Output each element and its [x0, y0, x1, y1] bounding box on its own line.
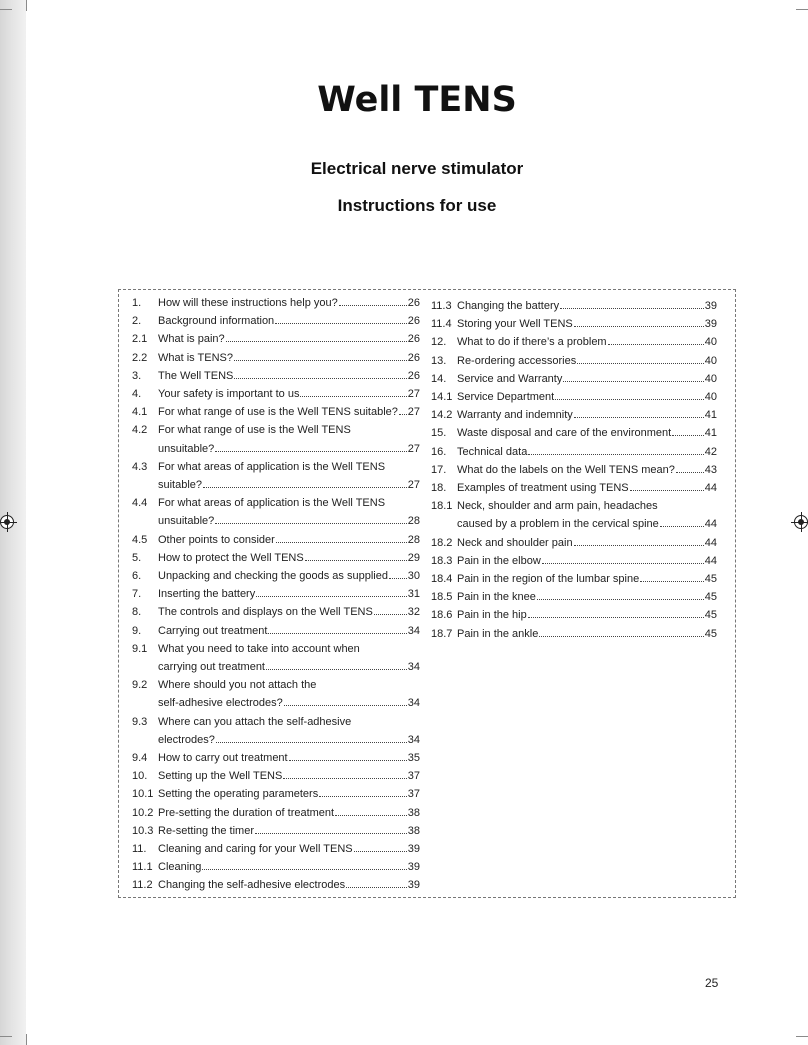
crop-mark-bottom-left [0, 1036, 12, 1037]
toc-page-number: 26 [407, 351, 420, 364]
toc-column-right [431, 297, 717, 643]
toc-page-number: 32 [407, 606, 420, 619]
toc-page-number: 43 [704, 463, 717, 476]
toc-entry [132, 421, 420, 457]
toc-entry-title: Waste disposal and care of the environment [457, 427, 672, 440]
toc-entry-title: Pain in the knee [457, 591, 536, 604]
toc-page-number: 38 [407, 824, 420, 837]
toc-page-number: 28 [407, 515, 420, 528]
toc-entry-title: What you need to take into account when [158, 642, 360, 655]
toc-entry-title: Warranty and indemnity [457, 409, 573, 422]
toc-dot-leader [256, 596, 407, 597]
toc-entry [132, 531, 420, 549]
crop-mark-top-left [0, 9, 12, 10]
document-subtitle: Electrical nerve stimulator [310, 159, 524, 178]
toc-entry [431, 424, 717, 442]
toc-entry [132, 876, 420, 894]
toc-dot-leader [203, 487, 407, 488]
toc-dot-leader [660, 526, 704, 527]
toc-dot-leader [216, 742, 407, 743]
toc-dot-leader [539, 636, 703, 637]
toc-entry-body [457, 333, 717, 351]
toc-entry-number: 9. [132, 624, 142, 637]
toc-entry-body [457, 570, 717, 588]
toc-entry [431, 388, 717, 406]
toc-entry [132, 312, 420, 330]
toc-entry-title: What is pain? [158, 333, 225, 346]
toc-entry-title: Inserting the battery [158, 588, 256, 601]
toc-entry [431, 606, 717, 624]
toc-page-number: 39 [704, 300, 717, 312]
toc-entry-title: Neck and shoulder pain [457, 536, 573, 549]
toc-entry-title: For what range of use is the Well TENS suitable? [158, 406, 398, 419]
toc-entry-title: Service Department [457, 391, 555, 404]
toc-entry [431, 570, 717, 588]
toc-entry-number: 11.1 [132, 861, 153, 874]
toc-entry [431, 534, 717, 552]
toc-page-number: 26 [407, 333, 420, 346]
toc-entry-title: Pain in the hip [457, 609, 527, 622]
toc-entry-title: Changing the self-adhesive electrodes [158, 879, 346, 892]
toc-entry [132, 785, 420, 803]
toc-entry-title: How to carry out treatment [158, 751, 288, 764]
toc-entry-number: 10.3 [132, 824, 154, 837]
toc-entry-title: Carrying out treatment [158, 624, 268, 637]
toc-entry-body [158, 367, 420, 385]
toc-dot-leader [640, 581, 704, 582]
toc-page-number: 28 [407, 533, 420, 546]
toc-entry [132, 767, 420, 785]
document-subtitle-instructions: Instructions for use [337, 196, 497, 215]
toc-entry-body [158, 713, 420, 749]
toc-dot-leader [289, 760, 407, 761]
page-number: 25 [705, 976, 719, 990]
toc-entry-body [457, 388, 717, 406]
toc-entry-body [158, 822, 420, 840]
toc-entry-title: The controls and displays on the Well TENS [158, 606, 373, 619]
toc-entry-title: Pre-setting the duration of treatment [158, 806, 335, 819]
toc-entry-body [457, 352, 717, 370]
toc-entry-body [457, 588, 717, 606]
toc-dot-leader [555, 399, 704, 400]
toc-entry-title-continued: self-adhesive electrodes? [158, 697, 283, 710]
toc-entry-number: 13. [431, 354, 447, 367]
toc-page-number: 39 [407, 861, 420, 874]
toc-dot-leader [560, 308, 704, 309]
toc-entry-number: 10.1 [132, 788, 154, 801]
toc-entry-title-continued: electrodes? [158, 733, 215, 746]
toc-entry-body [158, 622, 420, 640]
toc-dot-leader [284, 705, 407, 706]
toc-page-number: 44 [704, 518, 717, 531]
toc-entry [431, 625, 717, 643]
toc-dot-leader [528, 454, 703, 455]
toc-dot-leader [374, 614, 407, 615]
toc-entry-number: 9.1 [132, 642, 148, 655]
toc-page-number: 38 [407, 806, 420, 819]
toc-page-number: 39 [407, 879, 420, 892]
toc-entry [132, 804, 420, 822]
toc-dot-leader [528, 617, 704, 618]
toc-entry-body [457, 315, 717, 333]
toc-entry-body [158, 840, 420, 858]
toc-page-number: 39 [407, 842, 420, 855]
toc-dot-leader [574, 326, 704, 327]
toc-entry-title: Cleaning and caring for your Well TENS [158, 842, 353, 855]
toc-entry-number: 18.3 [431, 554, 453, 567]
toc-entry [132, 622, 420, 640]
toc-dot-leader [608, 344, 704, 345]
toc-entry-body [158, 549, 420, 567]
crop-mark-top-left-vertical [26, 0, 27, 11]
toc-page-number: 41 [704, 409, 717, 422]
toc-entry [431, 497, 717, 533]
toc-entry-title: For what range of use is the Well TENS [158, 424, 351, 437]
toc-entry-number: 10. [132, 770, 148, 783]
toc-dot-leader [630, 490, 704, 491]
toc-entry-number: 18.6 [431, 609, 453, 622]
toc-entry [132, 603, 420, 621]
toc-entry-body [158, 349, 420, 367]
toc-entry-body [457, 406, 717, 424]
toc-entry-number: 16. [431, 445, 447, 458]
toc-entry [132, 330, 420, 348]
toc-entry-body [158, 858, 420, 876]
toc-entry-number: 2. [132, 315, 142, 328]
registration-mark-right-icon [794, 515, 808, 529]
toc-entry-title: Pain in the region of the lumbar spine [457, 573, 640, 586]
toc-entry [431, 370, 717, 388]
toc-entry-title: Pain in the elbow [457, 554, 541, 567]
toc-entry-title: Changing the battery [457, 300, 560, 312]
toc-dot-leader [574, 545, 704, 546]
toc-page-number: 29 [407, 551, 420, 564]
toc-entry-title: Setting the operating parameters [158, 788, 319, 801]
toc-entry-title: How will these instructions help you? [158, 297, 338, 309]
toc-page-number: 27 [407, 442, 420, 455]
toc-entry-number: 15. [431, 427, 447, 440]
toc-page-number: 26 [407, 315, 420, 328]
toc-entry-title: What is TENS? [158, 351, 233, 364]
toc-dot-leader [676, 472, 704, 473]
registration-mark-left-icon [0, 515, 14, 529]
toc-entry [132, 367, 420, 385]
toc-entry-title: Background information [158, 315, 275, 328]
toc-entry-title: Cleaning [158, 861, 202, 874]
toc-entry-number: 18. [431, 482, 447, 495]
toc-entry-number: 11.3 [431, 300, 452, 312]
toc-entry-title: Service and Warranty [457, 372, 563, 385]
toc-entry [431, 588, 717, 606]
toc-dot-leader [234, 378, 406, 379]
toc-entry-title: Technical data [457, 445, 528, 458]
toc-entry [132, 494, 420, 530]
toc-entry-number: 17. [431, 463, 447, 476]
toc-entry-number: 4. [132, 388, 142, 401]
toc-dot-leader [563, 381, 703, 382]
crop-mark-bottom-left-vertical [26, 1034, 27, 1045]
toc-entry-body [158, 403, 420, 421]
toc-entry-number: 11.2 [132, 879, 153, 892]
toc-page-number: 39 [704, 318, 717, 331]
toc-entry-body [158, 531, 420, 549]
toc-page-number: 37 [407, 770, 420, 783]
toc-page-number: 45 [704, 591, 717, 604]
toc-entry-number: 4.2 [132, 424, 148, 437]
toc-entry-title-continued: unsuitable? [158, 515, 215, 528]
toc-page-number: 30 [407, 569, 420, 582]
toc-page-number: 45 [704, 573, 717, 586]
toc-dot-leader [389, 578, 407, 579]
toc-page-number: 45 [704, 609, 717, 622]
toc-page-number: 35 [407, 751, 420, 764]
toc-entry-body [158, 330, 420, 348]
toc-entry-body [158, 458, 420, 494]
toc-entry-title: Neck, shoulder and arm pain, headaches [457, 500, 658, 513]
document-title: Well TENS [317, 80, 517, 120]
toc-entry-title: Re-setting the timer [158, 824, 254, 837]
toc-entry [431, 352, 717, 370]
toc-entry-title: The Well TENS [158, 369, 234, 382]
toc-column-left [132, 294, 420, 895]
toc-entry-body [158, 676, 420, 712]
toc-entry-body [158, 749, 420, 767]
toc-entry-title-continued: unsuitable? [158, 442, 215, 455]
toc-entry [431, 333, 717, 351]
toc-dot-leader [300, 396, 406, 397]
toc-entry-title: Unpacking and checking the goods as supplied [158, 569, 388, 582]
toc-entry-body [158, 494, 420, 530]
toc-entry-number: 11.4 [431, 318, 452, 331]
toc-entry-body [457, 534, 717, 552]
toc-entry-body [457, 497, 717, 533]
toc-entry-number: 18.5 [431, 591, 453, 604]
toc-entry-number: 18.4 [431, 573, 453, 586]
toc-entry-number: 12. [431, 336, 447, 349]
toc-entry-body [158, 603, 420, 621]
toc-page-number: 40 [704, 391, 717, 404]
crop-mark-top-right [796, 9, 808, 10]
toc-entry-title-continued: suitable? [158, 478, 203, 491]
toc-entry-number: 2.2 [132, 351, 148, 364]
toc-entry-number: 14. [431, 372, 447, 385]
toc-entry-number: 11. [132, 842, 147, 855]
toc-entry-body [158, 640, 420, 676]
toc-entry-title-continued: carrying out treatment [158, 660, 265, 673]
toc-entry-body [158, 767, 420, 785]
toc-page-number: 31 [407, 588, 420, 601]
toc-entry-body [457, 370, 717, 388]
toc-dot-leader [399, 414, 407, 415]
toc-entry [132, 676, 420, 712]
toc-entry [132, 713, 420, 749]
toc-dot-leader [215, 523, 406, 524]
toc-page-number: 40 [704, 372, 717, 385]
toc-dot-leader [266, 669, 407, 670]
toc-entry [132, 458, 420, 494]
toc-entry [132, 294, 420, 312]
toc-entry [132, 567, 420, 585]
toc-entry [431, 479, 717, 497]
toc-entry-title: Setting up the Well TENS [158, 770, 283, 783]
toc-dot-leader [319, 796, 407, 797]
toc-page-number: 26 [407, 369, 420, 382]
toc-page-number: 27 [407, 406, 420, 419]
toc-dot-leader [226, 341, 407, 342]
toc-entry-body [457, 479, 717, 497]
toc-page-number: 44 [704, 482, 717, 495]
toc-entry-number: 9.4 [132, 751, 148, 764]
toc-entry-title: Re-ordering accessories [457, 354, 577, 367]
toc-page-number: 27 [407, 388, 420, 401]
toc-entry-body [158, 312, 420, 330]
toc-entry-body [158, 385, 420, 403]
toc-entry [431, 406, 717, 424]
toc-page-number: 34 [407, 660, 420, 673]
toc-page-number: 40 [704, 336, 717, 349]
toc-entry [431, 297, 717, 315]
toc-entry [431, 552, 717, 570]
toc-entry-title-continued: caused by a problem in the cervical spine [457, 518, 659, 531]
toc-dot-leader [577, 363, 704, 364]
toc-entry-number: 5. [132, 551, 142, 564]
toc-page-number: 44 [704, 536, 717, 549]
toc-page-number: 26 [407, 297, 420, 309]
toc-page-number: 40 [704, 354, 717, 367]
toc-entry [132, 385, 420, 403]
toc-page-number: 45 [704, 627, 717, 640]
toc-entry-number: 7. [132, 588, 142, 601]
toc-entry-number: 4.3 [132, 460, 148, 473]
toc-entry [132, 640, 420, 676]
toc-entry-number: 9.3 [132, 715, 148, 728]
toc-entry-title: How to protect the Well TENS [158, 551, 304, 564]
toc-entry [431, 443, 717, 461]
toc-entry-number: 9.2 [132, 679, 148, 692]
toc-entry-body [158, 876, 420, 894]
toc-entry-body [457, 552, 717, 570]
toc-entry-title: Pain in the ankle [457, 627, 539, 640]
toc-entry [132, 840, 420, 858]
toc-entry-body [158, 585, 420, 603]
toc-dot-leader [283, 778, 406, 779]
toc-dot-leader [537, 599, 704, 600]
toc-dot-leader [335, 815, 407, 816]
toc-page-number: 37 [407, 788, 420, 801]
toc-entry-body [457, 443, 717, 461]
toc-page-number: 34 [407, 624, 420, 637]
toc-dot-leader [202, 869, 406, 870]
toc-dot-leader [672, 435, 704, 436]
toc-entry-body [158, 567, 420, 585]
toc-entry-title: Where can you attach the self-adhesive [158, 715, 352, 728]
toc-entry [132, 822, 420, 840]
toc-entry-number: 6. [132, 569, 142, 582]
toc-entry-number: 10.2 [132, 806, 154, 819]
toc-entry-body [457, 461, 717, 479]
toc-entry-body [457, 297, 717, 315]
toc-dot-leader [234, 360, 407, 361]
toc-entry [132, 549, 420, 567]
toc-page-number: 42 [704, 445, 717, 458]
toc-entry-body [158, 804, 420, 822]
toc-entry-title: For what areas of application is the Well TENS [158, 460, 386, 473]
toc-entry [132, 403, 420, 421]
toc-entry-number: 1. [132, 297, 142, 309]
toc-dot-leader [268, 633, 406, 634]
toc-entry-title: Storing your Well TENS [457, 318, 573, 331]
toc-entry-body [457, 424, 717, 442]
toc-page-number: 44 [704, 554, 717, 567]
toc-entry-number: 18.1 [431, 500, 453, 513]
toc-entry-number: 14.1 [431, 391, 453, 404]
toc-entry-number: 4.1 [132, 406, 148, 419]
toc-entry-number: 18.2 [431, 536, 453, 549]
toc-entry-number: 8. [132, 606, 142, 619]
toc-dot-leader [542, 563, 704, 564]
toc-entry [431, 315, 717, 333]
toc-entry-number: 4.5 [132, 533, 148, 546]
toc-dot-leader [215, 451, 406, 452]
toc-entry-body [158, 294, 420, 312]
toc-entry-number: 3. [132, 369, 142, 382]
toc-dot-leader [255, 833, 407, 834]
toc-entry-number: 4.4 [132, 497, 148, 510]
toc-entry [431, 461, 717, 479]
toc-page-number: 34 [407, 697, 420, 710]
toc-page-number: 41 [704, 427, 717, 440]
toc-entry-number: 2.1 [132, 333, 148, 346]
toc-page-number: 34 [407, 733, 420, 746]
toc-entry [132, 585, 420, 603]
toc-dot-leader [305, 560, 407, 561]
toc-entry-body [158, 785, 420, 803]
toc-entry-body [457, 606, 717, 624]
toc-dot-leader [574, 417, 704, 418]
toc-entry-title: Examples of treatment using TENS [457, 482, 629, 495]
toc-dot-leader [275, 323, 407, 324]
toc-entry [132, 749, 420, 767]
toc-dot-leader [276, 542, 407, 543]
crop-mark-bottom-right [796, 1036, 808, 1037]
toc-entry-body [158, 421, 420, 457]
toc-dot-leader [339, 305, 407, 306]
toc-entry-body [457, 625, 717, 643]
toc-entry-title: Where should you not attach the [158, 679, 317, 692]
toc-dot-leader [354, 851, 407, 852]
toc-entry-number: 18.7 [431, 627, 453, 640]
toc-entry-title: Other points to consider [158, 533, 275, 546]
toc-entry-number: 14.2 [431, 409, 453, 422]
toc-entry-title: For what areas of application is the Well TENS [158, 497, 386, 510]
toc-page-number: 27 [407, 478, 420, 491]
toc-entry-title: What do the labels on the Well TENS mean? [457, 463, 675, 476]
toc-dot-leader [346, 887, 407, 888]
toc-entry-title: What to do if there’s a problem [457, 336, 607, 349]
toc-entry-title: Your safety is important to us [158, 388, 300, 401]
toc-entry [132, 349, 420, 367]
toc-entry [132, 858, 420, 876]
